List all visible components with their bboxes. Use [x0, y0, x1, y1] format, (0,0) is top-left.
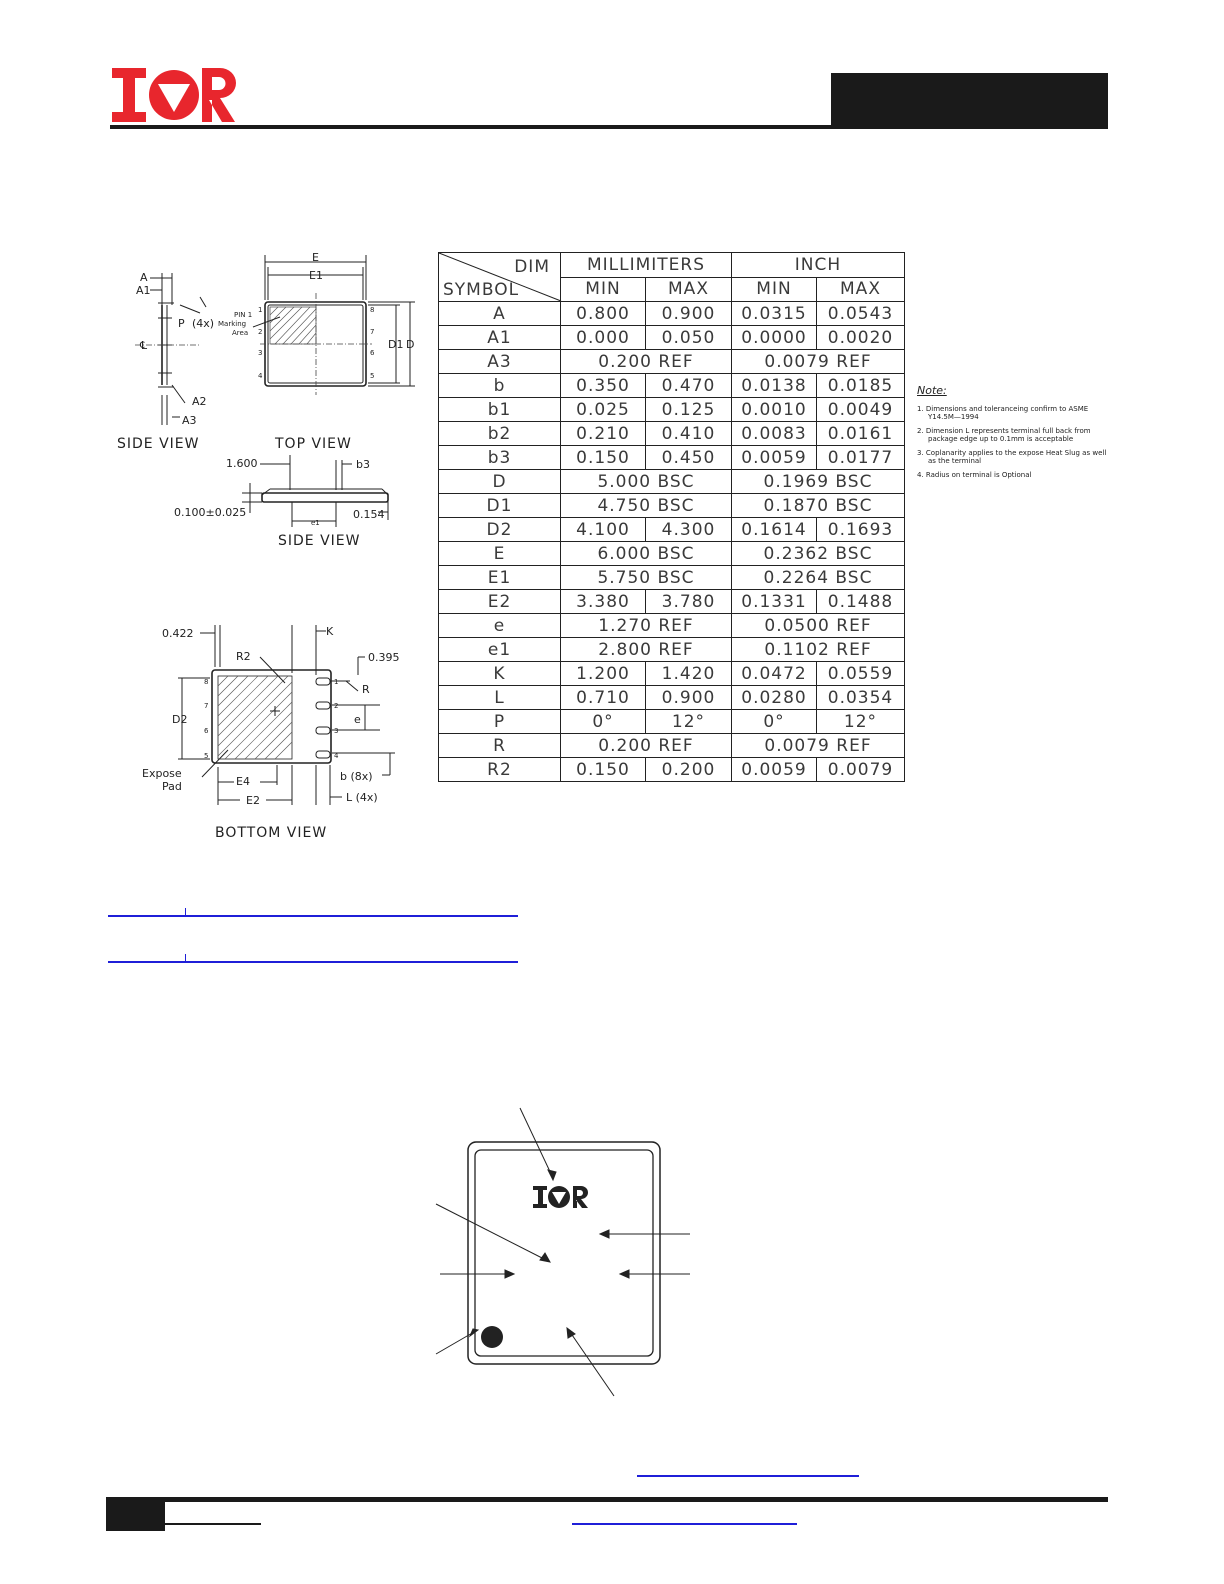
- cell-mm-max: 0.900: [646, 686, 732, 710]
- label-a1: A1: [136, 284, 151, 297]
- cell-in-min: 0.1331: [732, 590, 817, 614]
- cell-in-max: 0.1488: [817, 590, 905, 614]
- table-row: [439, 302, 905, 326]
- cell-in-ref: 0.1969 BSC: [732, 470, 905, 494]
- table-row: [439, 662, 905, 686]
- label-r2: R2: [236, 650, 251, 663]
- cell-mm-max: 4.300: [646, 518, 732, 542]
- cell-in-min: 0.0010: [732, 398, 817, 422]
- notes-title: Note:: [917, 384, 947, 397]
- label-d: D: [406, 338, 415, 351]
- top-view: [218, 251, 415, 452]
- table-row: [439, 638, 905, 662]
- label-d1: D1: [388, 338, 404, 351]
- cell-symbol: L: [439, 686, 561, 710]
- label-area: Area: [232, 329, 249, 337]
- label-0395: 0.395: [368, 651, 400, 664]
- cell-symbol: E2: [439, 590, 561, 614]
- cell-symbol: b: [439, 374, 561, 398]
- notes-block: [917, 384, 1107, 485]
- cell-in-ref: 0.0079 REF: [732, 734, 905, 758]
- note-item: 1. Dimensions and toleranceing confirm to ASME Y14.5M—1994: [917, 405, 1089, 421]
- cell-in-max: 0.1693: [817, 518, 905, 542]
- cell-in-ref: 0.1870 BSC: [732, 494, 905, 518]
- bottom-pin-8: 8: [204, 678, 209, 686]
- cell-mm-ref: 5.000 BSC: [561, 470, 732, 494]
- cell-mm-max: 0.450: [646, 446, 732, 470]
- cell-mm-max: 0.900: [646, 302, 732, 326]
- cell-mm-min: 0.350: [561, 374, 646, 398]
- cell-in-max: 12°: [817, 710, 905, 734]
- label-0100: 0.100±0.025: [174, 506, 247, 519]
- table-row: [439, 374, 905, 398]
- cell-mm-min: 0.000: [561, 326, 646, 350]
- bottom-pin-5: 5: [204, 752, 209, 760]
- cell-in-max: 0.0185: [817, 374, 905, 398]
- top-pin-4: 4: [258, 372, 263, 380]
- bottom-pin-1: 1: [334, 678, 339, 686]
- header-in-max: MAX: [817, 277, 905, 302]
- header-millimeters: MILLIMITERS: [561, 253, 732, 278]
- cell-in-min: 0.0059: [732, 446, 817, 470]
- cell-mm-min: 3.380: [561, 590, 646, 614]
- cell-in-ref: 0.1102 REF: [732, 638, 905, 662]
- label-pad: Pad: [162, 780, 182, 793]
- cell-symbol: A3: [439, 350, 561, 374]
- top-pin-2: 2: [258, 328, 263, 336]
- cell-symbol: D: [439, 470, 561, 494]
- link-underline-1[interactable]: [108, 915, 518, 917]
- table-row: [439, 686, 905, 710]
- cell-in-max: 0.0079: [817, 758, 905, 782]
- footer-rule: [106, 1497, 1108, 1502]
- bottom-view-title: BOTTOM VIEW: [215, 825, 328, 841]
- table-row: [439, 446, 905, 470]
- cell-mm-max: 0.050: [646, 326, 732, 350]
- cell-in-max: 0.0543: [817, 302, 905, 326]
- cell-mm-max: 0.125: [646, 398, 732, 422]
- table-row: [439, 350, 905, 374]
- cell-in-max: 0.0177: [817, 446, 905, 470]
- link-underline-3[interactable]: [637, 1475, 859, 1477]
- cell-mm-min: 0°: [561, 710, 646, 734]
- label-k: K: [326, 625, 334, 638]
- cell-symbol: b1: [439, 398, 561, 422]
- label-0154: 0.154: [353, 508, 385, 521]
- cell-symbol: K: [439, 662, 561, 686]
- top-pin-1: 1: [258, 306, 263, 314]
- cell-mm-min: 0.150: [561, 446, 646, 470]
- table-row: [439, 566, 905, 590]
- label-1600: 1.600: [226, 457, 258, 470]
- cell-mm-max: 1.420: [646, 662, 732, 686]
- ir-logo-graphic: [112, 68, 236, 139]
- top-pin-3: 3: [258, 349, 263, 357]
- cell-in-ref: 0.2264 BSC: [732, 566, 905, 590]
- cell-in-min: 0.0472: [732, 662, 817, 686]
- cell-symbol: E1: [439, 566, 561, 590]
- bottom-pin-2: 2: [334, 702, 339, 710]
- cell-mm-min: 0.025: [561, 398, 646, 422]
- label-e: E: [312, 251, 319, 264]
- bottom-pin-7: 7: [204, 702, 209, 710]
- cell-mm-ref: 4.750 BSC: [561, 494, 732, 518]
- cell-mm-ref: 0.200 REF: [561, 734, 732, 758]
- dimension-table: [438, 252, 905, 782]
- cell-in-ref: 0.0500 REF: [732, 614, 905, 638]
- label-d2: D2: [172, 713, 188, 726]
- link-tick-2: [185, 954, 186, 962]
- label-e1: E1: [309, 269, 323, 282]
- header-mm-max: MAX: [646, 277, 732, 302]
- top-pin-7: 7: [370, 328, 375, 336]
- cell-symbol: D1: [439, 494, 561, 518]
- table-row: [439, 734, 905, 758]
- header-symbol-label: SYMBOL: [443, 280, 520, 300]
- cell-symbol: e: [439, 614, 561, 638]
- table-row: [439, 590, 905, 614]
- cell-mm-max: 0.200: [646, 758, 732, 782]
- table-row: [439, 398, 905, 422]
- table-row: [439, 758, 905, 782]
- footer-small-rule: [165, 1523, 261, 1525]
- bottom-pin-6: 6: [204, 727, 209, 735]
- cell-mm-min: 0.710: [561, 686, 646, 710]
- table-row: [439, 542, 905, 566]
- bottom-pin-3: 3: [334, 727, 339, 735]
- cell-in-min: 0.0059: [732, 758, 817, 782]
- header-title-box: [831, 73, 1108, 129]
- side-view-2: [174, 455, 388, 549]
- table-row: [439, 614, 905, 638]
- cell-in-min: 0.0083: [732, 422, 817, 446]
- link-tick-1: [185, 908, 186, 916]
- cell-symbol: A: [439, 302, 561, 326]
- part-marking-diagram: [428, 1100, 698, 1410]
- side-view-2-title: SIDE VIEW: [278, 533, 361, 549]
- ir-logo: [112, 68, 236, 139]
- cell-symbol: e1: [439, 638, 561, 662]
- table-row: [439, 326, 905, 350]
- label-e2: E2: [246, 794, 260, 807]
- table-row: [439, 710, 905, 734]
- cell-symbol: A1: [439, 326, 561, 350]
- link-underline-2[interactable]: [108, 961, 518, 963]
- label-r: R: [362, 683, 370, 696]
- cell-in-min: 0.0315: [732, 302, 817, 326]
- label-4x: (4x): [192, 317, 215, 330]
- cell-symbol: R: [439, 734, 561, 758]
- cell-in-max: 0.0354: [817, 686, 905, 710]
- table-row: [439, 470, 905, 494]
- footer-page-box: [106, 1497, 165, 1531]
- side-view-1-title: SIDE VIEW: [117, 436, 200, 452]
- note-item: 4. Radius on terminal is Optional: [917, 471, 1032, 479]
- label-e1-side: e1: [311, 519, 320, 527]
- top-pin-6: 6: [370, 349, 375, 357]
- pin1-dot: [481, 1326, 503, 1348]
- label-e-pitch: e: [354, 713, 361, 726]
- table-row: [439, 518, 905, 542]
- label-expose: Expose: [142, 767, 182, 780]
- cell-in-max: 0.0049: [817, 398, 905, 422]
- cell-mm-min: 1.200: [561, 662, 646, 686]
- cell-in-max: 0.0559: [817, 662, 905, 686]
- cell-in-ref: 0.0079 REF: [732, 350, 905, 374]
- cell-in-min: 0.0000: [732, 326, 817, 350]
- cell-mm-max: 3.780: [646, 590, 732, 614]
- cell-mm-max: 0.410: [646, 422, 732, 446]
- label-l4x: L (4x): [346, 791, 378, 804]
- cell-symbol: P: [439, 710, 561, 734]
- cell-mm-ref: 0.200 REF: [561, 350, 732, 374]
- side-view-1: [117, 271, 214, 452]
- note-item: 3. Coplanarity applies to the expose Heat Slug as well as the terminal: [917, 449, 1107, 465]
- cell-mm-min: 0.800: [561, 302, 646, 326]
- cell-mm-ref: 5.750 BSC: [561, 566, 732, 590]
- label-a: A: [140, 271, 148, 284]
- table-row: [439, 494, 905, 518]
- table-header-row-1: [439, 253, 905, 278]
- label-e4: E4: [236, 775, 250, 788]
- cell-in-min: 0.0138: [732, 374, 817, 398]
- label-a3: A3: [182, 414, 197, 427]
- cell-mm-ref: 2.800 REF: [561, 638, 732, 662]
- cell-symbol: b3: [439, 446, 561, 470]
- header-dim-label: DIM: [514, 257, 550, 277]
- top-pin-5: 5: [370, 372, 375, 380]
- header-mm-min: MIN: [561, 277, 646, 302]
- top-view-title: TOP VIEW: [275, 436, 352, 452]
- table-row: [439, 422, 905, 446]
- cell-mm-ref: 6.000 BSC: [561, 542, 732, 566]
- header-inch: INCH: [732, 253, 905, 278]
- cell-mm-min: 0.150: [561, 758, 646, 782]
- cell-mm-min: 4.100: [561, 518, 646, 542]
- dim-symbol-header: [439, 253, 561, 302]
- cell-in-max: 0.0020: [817, 326, 905, 350]
- cell-in-min: 0°: [732, 710, 817, 734]
- package-drawings: [110, 245, 430, 845]
- label-0422: 0.422: [162, 627, 194, 640]
- header-in-min: MIN: [732, 277, 817, 302]
- label-pin1: PIN 1: [234, 311, 253, 319]
- label-a2: A2: [192, 395, 207, 408]
- label-marking: Marking: [218, 320, 247, 328]
- cell-in-min: 0.1614: [732, 518, 817, 542]
- cell-mm-max: 0.470: [646, 374, 732, 398]
- header-rule: [110, 125, 832, 129]
- cell-symbol: E: [439, 542, 561, 566]
- cell-in-min: 0.0280: [732, 686, 817, 710]
- cell-mm-min: 0.210: [561, 422, 646, 446]
- cell-mm-max: 12°: [646, 710, 732, 734]
- cell-symbol: D2: [439, 518, 561, 542]
- cell-in-max: 0.0161: [817, 422, 905, 446]
- cell-in-ref: 0.2362 BSC: [732, 542, 905, 566]
- cell-symbol: R2: [439, 758, 561, 782]
- note-item: 2. Dimension L represents terminal full back from package edge up to 0.1mm is acceptable: [917, 427, 1091, 443]
- logo-text: IOR: [173, 138, 175, 139]
- label-b8x: b (8x): [340, 770, 373, 783]
- label-centerline: ℄: [140, 339, 148, 352]
- cell-mm-ref: 1.270 REF: [561, 614, 732, 638]
- cell-symbol: b2: [439, 422, 561, 446]
- bottom-pin-4: 4: [334, 752, 339, 760]
- bottom-view: [142, 625, 400, 841]
- label-p: P: [178, 317, 185, 330]
- top-pin-8: 8: [370, 306, 375, 314]
- footer-link-underline[interactable]: [572, 1523, 797, 1525]
- label-b3: b3: [356, 458, 370, 471]
